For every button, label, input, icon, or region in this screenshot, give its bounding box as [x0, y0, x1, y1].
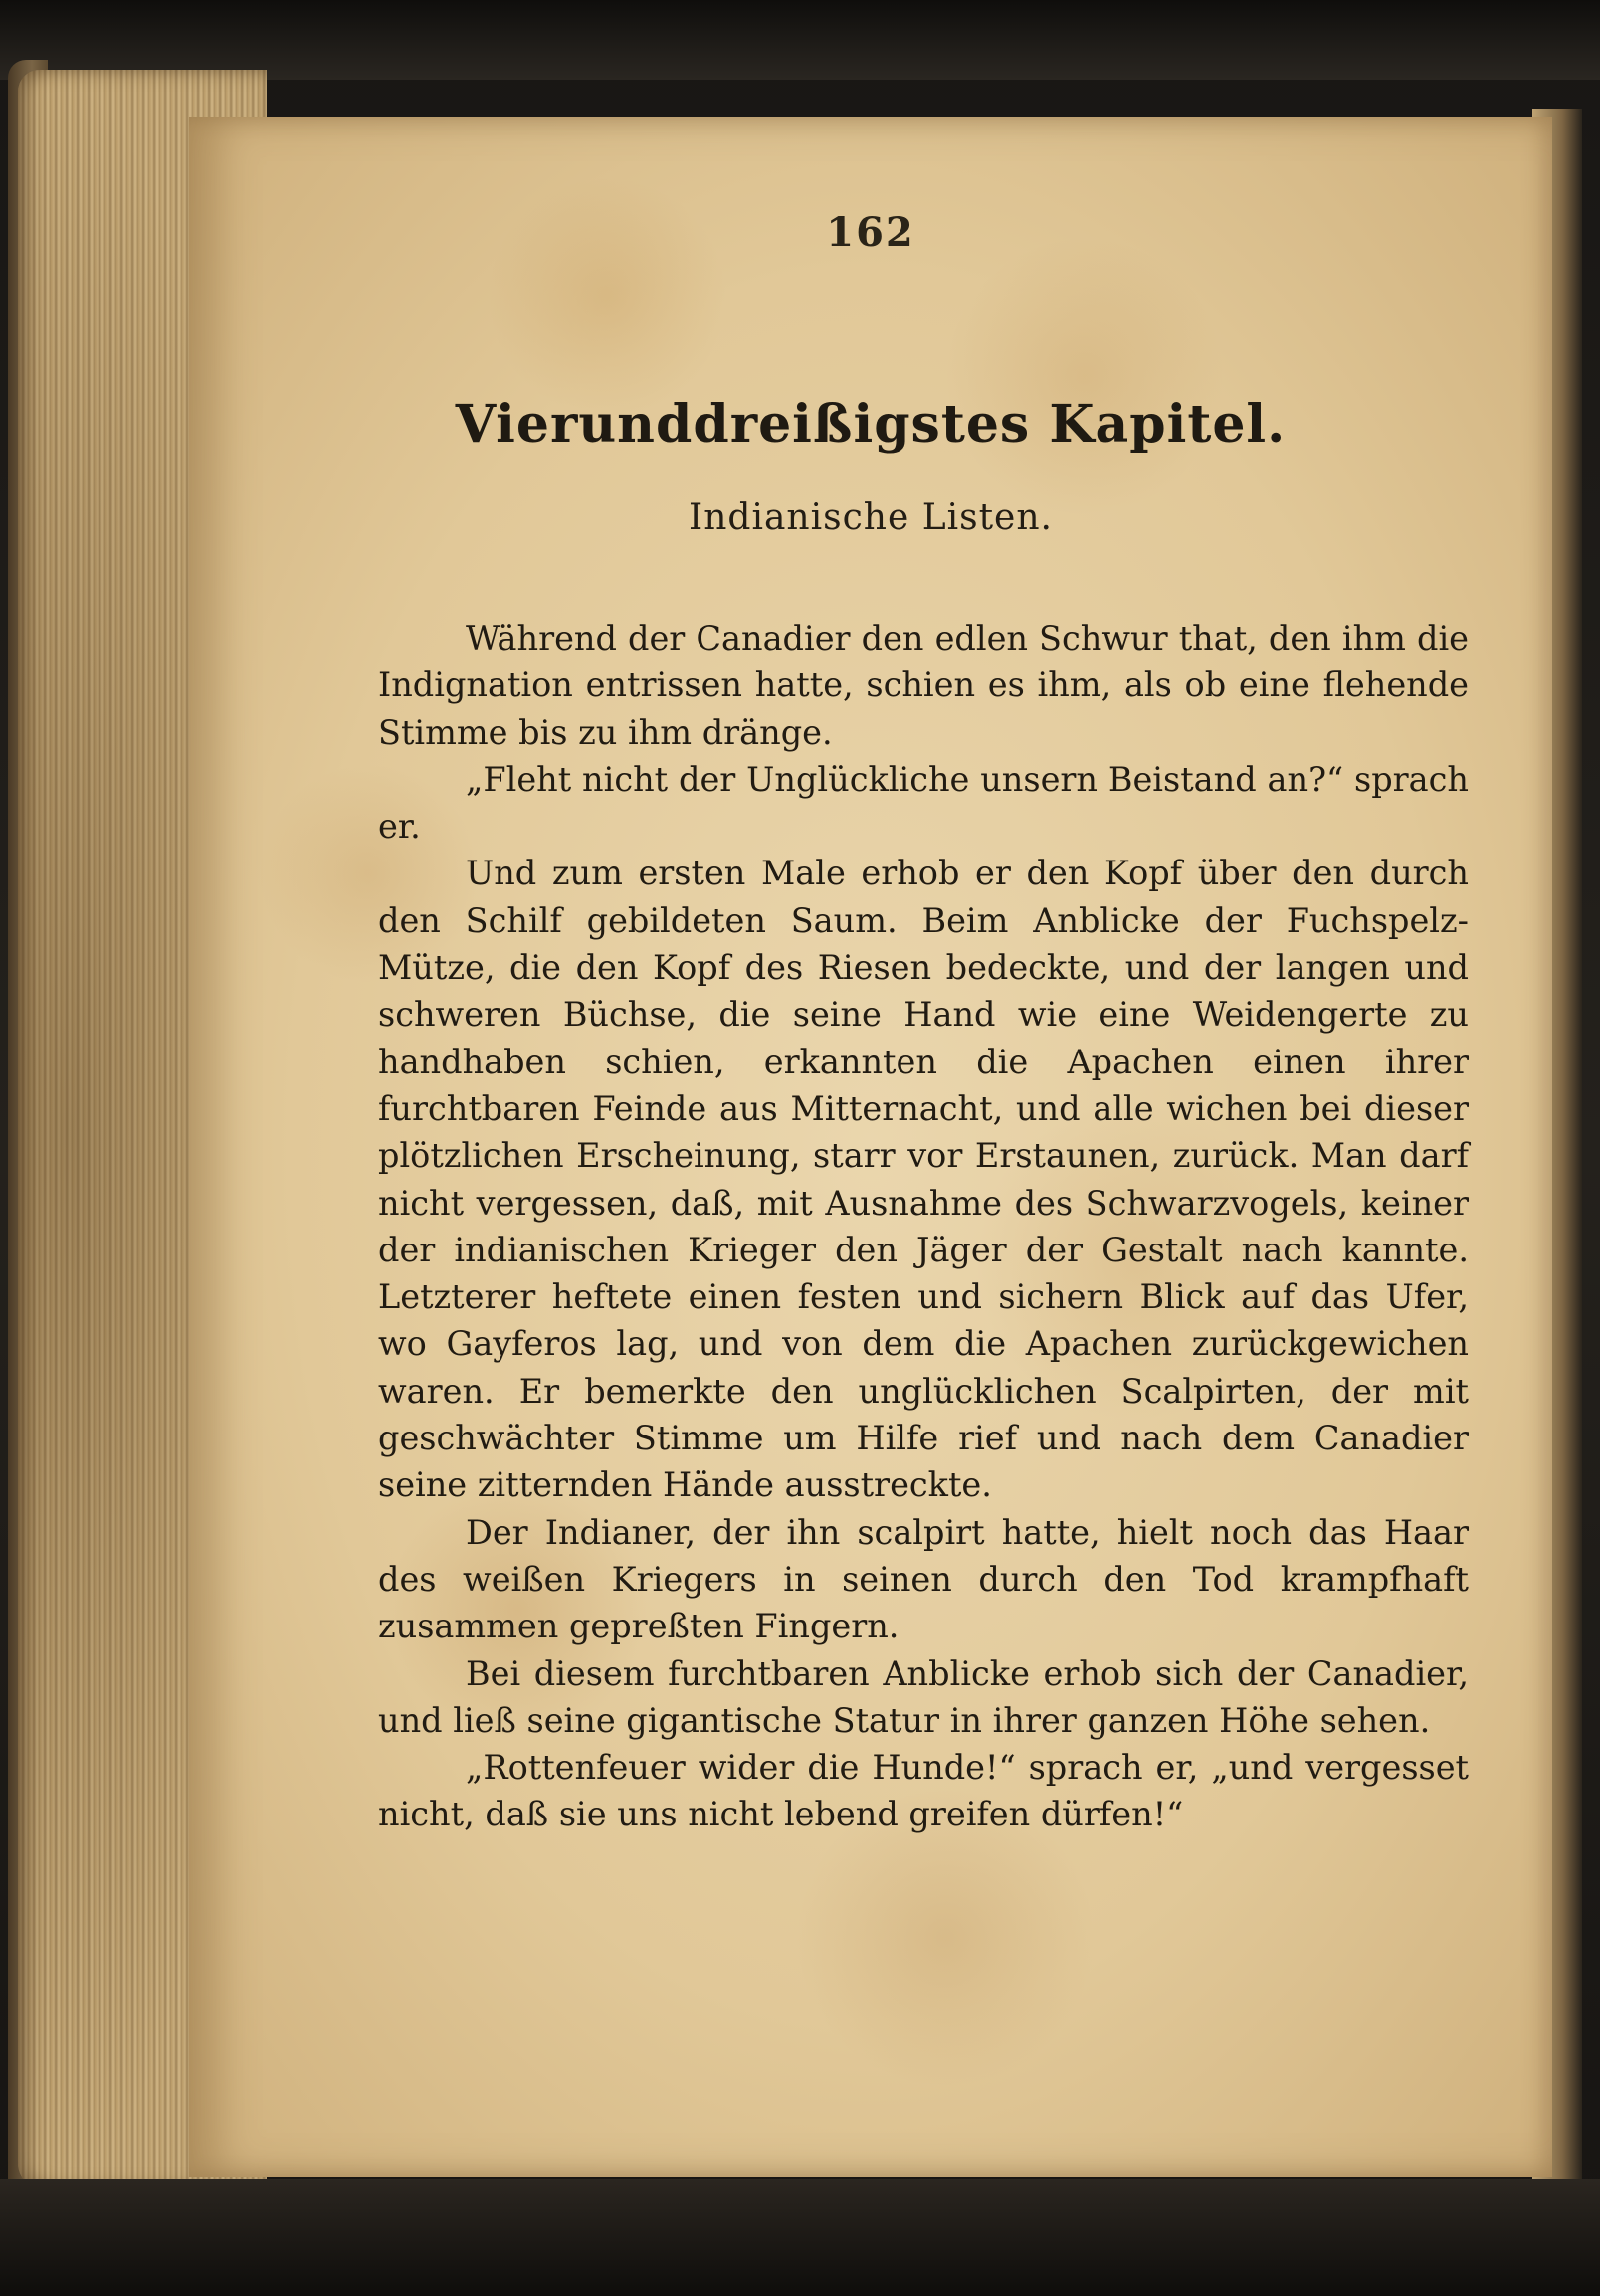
background-bottom	[0, 2179, 1600, 2296]
paragraph: „Fleht nicht der Unglückliche unsern Beistand an?“ sprach er.	[378, 759, 1469, 847]
chapter-body	[378, 615, 1469, 1838]
page-number: 162	[826, 209, 915, 256]
paragraph: „Rottenfeuer wider die Hunde!“ sprach er, „und vergesset nicht, daß sie uns nicht lebend greifen dürfen!“	[378, 1748, 1469, 1834]
paragraph: Während der Canadier den edlen Schwur that, den ihm die Indignation entrissen hatte, schien es ihm, als ob eine flehende Stimme bis zu ihm dränge.	[378, 619, 1469, 752]
paragraph: Der Indianer, der ihn scalpirt hatte, hielt noch das Haar des weißen Kriegers in seinen durch den Tod krampfhaft zusammen gepreßten Fingern.	[378, 1512, 1469, 1646]
book-page	[189, 117, 1552, 2177]
background-top	[0, 0, 1600, 80]
chapter-title: Vierunddreißigstes Kapitel.	[455, 394, 1287, 455]
paragraph: Und zum ersten Male erhob er den Kopf über den durch den Schilf gebildeten Saum. Beim Anblicke der Fuchspelz-Mütze, die den Kopf des Riesen bedeckte, und der langen und schweren Büchse, die seine Hand wie eine Weidengerte zu handhaben schien, erkannten die Apachen einen ihrer furchtbaren Feinde aus Mitternacht, und alle wichen bei dieser plötzlichen Erscheinung, starr vor Erstaunen, zurück. Man darf nicht vergessen, daß, mit Ausnahme des Schwarzvogels, keiner der indianischen Krieger den Jäger der Gestalt nach kannte. Letzterer heftete einen festen und sichern Blick auf das Ufer, wo Gayferos lag, und von dem die Apachen zurückgewichen waren. Er bemerkte den unglücklichen Scalpirten, der mit geschwächter Stimme um Hilfe rief und nach dem Canadier seine zitternden Hände ausstreckte.	[378, 854, 1469, 1505]
paragraph: Bei diesem furchtbaren Anblicke erhob sich der Canadier, und ließ seine gigantische Statur in ihrer ganzen Höhe sehen.	[378, 1653, 1469, 1740]
chapter-subtitle: Indianische Listen.	[689, 497, 1053, 538]
